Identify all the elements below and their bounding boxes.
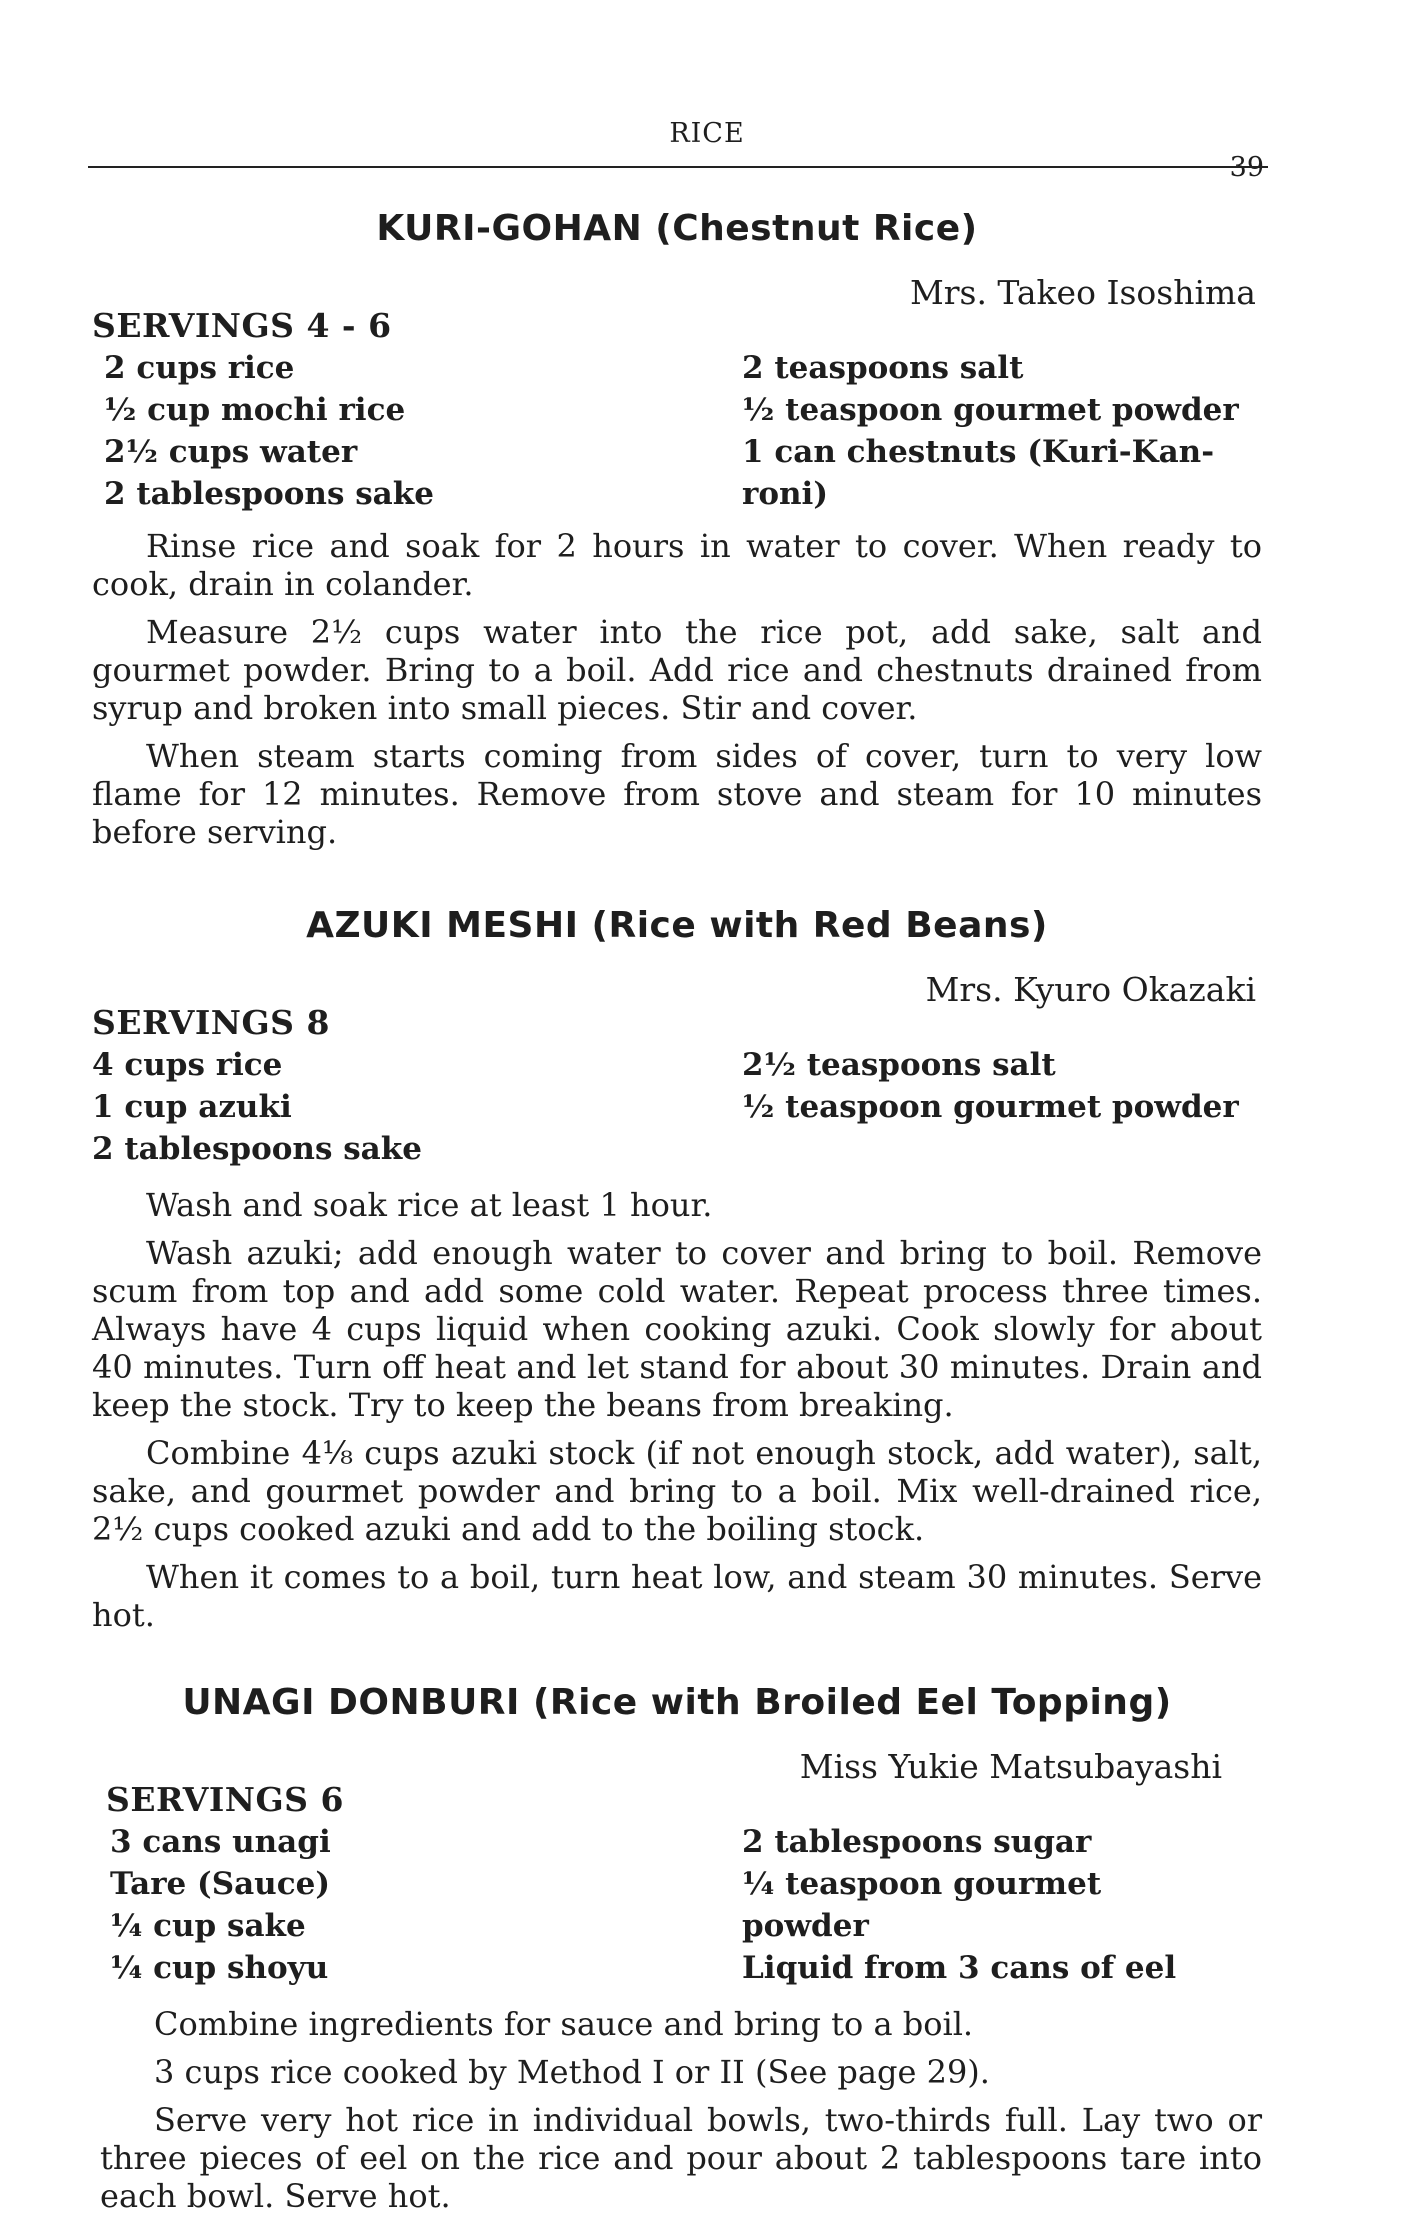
recipe-servings: SERVINGS 4 - 6: [92, 306, 392, 345]
ingredient: ¼ teaspoon gourmet powder: [742, 1866, 1102, 1944]
ingredient: 2 tablespoons sake: [104, 476, 434, 512]
recipe-servings: SERVINGS 8: [92, 1003, 330, 1042]
ingredient: Tare (Sauce): [110, 1866, 330, 1902]
page-number: 39: [1229, 152, 1264, 183]
ingredient: ½ cup mochi rice: [104, 392, 406, 428]
method-paragraph: Serve very hot rice in individual bowls, two-thirds full. Lay two or three pieces of eel on the rice and pour about 2 tablespoons tare into each bowl. Serve hot.: [100, 2101, 1262, 2215]
header-rule: [88, 166, 1268, 168]
ingredients: [92, 1821, 1262, 1989]
ingredient: Liquid from 3 cans of eel: [742, 1950, 1177, 1986]
method-paragraph: Rinse rice and soak for 2 hours in water to cover. When ready to cook, drain in colander.: [92, 527, 1262, 603]
method-paragraph: Combine ingredients for sauce and bring to a boil.: [154, 2005, 974, 2043]
ingredient: 2½ teaspoons salt: [742, 1047, 1056, 1083]
ingredient: 1 cup azuki: [92, 1089, 292, 1125]
ingredient: 1 can chestnuts (Kuri-Kan-roni): [742, 434, 1215, 512]
recipe-method: [92, 1186, 1262, 1634]
ingredient: 2½ cups water: [104, 434, 358, 470]
method-paragraph: 3 cups rice cooked by Method I or II (See page 29).: [154, 2053, 990, 2091]
method-paragraph: Combine 4⅛ cups azuki stock (if not enough stock, add water), salt, sake, and gourmet powder and bring to a boil. Mix well-drained rice, 2½ cups cooked azuki and add to the boiling stock.: [92, 1434, 1262, 1548]
recipe-azuki-meshi: [92, 905, 1262, 1634]
recipe-method: [92, 2005, 1262, 2215]
method-paragraph: When steam starts coming from sides of cover, turn to very low flame for 12 minutes. Remove from stove and steam for 10 minutes before serving.: [92, 737, 1262, 851]
ingredient: 3 cans unagi: [110, 1824, 331, 1860]
ingredients: [92, 1044, 1262, 1170]
recipe-method: [92, 527, 1262, 851]
ingredient: 2 cups rice: [104, 350, 295, 386]
ingredients-left: [92, 347, 684, 515]
recipe-title: UNAGI DONBURI (Rice with Broiled Eel Topping): [182, 1682, 1172, 1723]
ingredient: ¼ cup shoyu: [110, 1950, 329, 1986]
ingredients-right: [742, 347, 1262, 515]
recipe-title: AZUKI MESHI (Rice with Red Beans): [306, 905, 1048, 946]
recipe-unagi-donburi: [92, 1682, 1262, 2215]
method-paragraph: Wash and soak rice at least 1 hour.: [146, 1186, 713, 1224]
ingredient: ¼ cup sake: [110, 1908, 306, 1944]
ingredient: 2 tablespoons sugar: [742, 1824, 1092, 1860]
recipe-contributor: Miss Yukie Matsubayashi: [799, 1747, 1222, 1786]
ingredient: 2 tablespoons sake: [92, 1131, 422, 1167]
recipe-title: KURI-GOHAN (Chestnut Rice): [376, 208, 978, 249]
ingredient: ½ teaspoon gourmet powder: [742, 392, 1239, 428]
ingredients-left: [92, 1821, 690, 1989]
method-paragraph: Wash azuki; add enough water to cover and bring to boil. Remove scum from top and add some cold water. Repeat process three times. Always have 4 cups liquid when cooking azuki. Cook slowly for about 40 minutes. Turn off heat and let stand for about 30 minutes. Drain and keep the stock. Try to keep the beans from breaking.: [92, 1234, 1262, 1424]
running-head: RICE: [669, 118, 745, 149]
ingredient: 4 cups rice: [92, 1047, 283, 1083]
recipe-kuri-gohan: [92, 208, 1262, 851]
ingredients-right: [742, 1821, 1262, 1989]
ingredient: ½ teaspoon gourmet powder: [742, 1089, 1239, 1125]
ingredients-right: [742, 1044, 1262, 1170]
ingredients-left: [92, 1044, 672, 1170]
method-paragraph: Measure 2½ cups water into the rice pot, add sake, salt and gourmet powder. Bring to a boil. Add rice and chestnuts drained from syrup and broken into small pieces. Stir and cover.: [92, 613, 1262, 727]
recipe-contributor: Mrs. Takeo Isoshima: [909, 273, 1256, 312]
recipe-servings: SERVINGS 6: [106, 1780, 344, 1819]
ingredient: 2 teaspoons salt: [742, 350, 1024, 386]
method-paragraph: When it comes to a boil, turn heat low, and steam 30 minutes. Serve hot.: [92, 1558, 1262, 1634]
recipe-contributor: Mrs. Kyuro Okazaki: [925, 970, 1256, 1009]
ingredients: [92, 347, 1262, 515]
